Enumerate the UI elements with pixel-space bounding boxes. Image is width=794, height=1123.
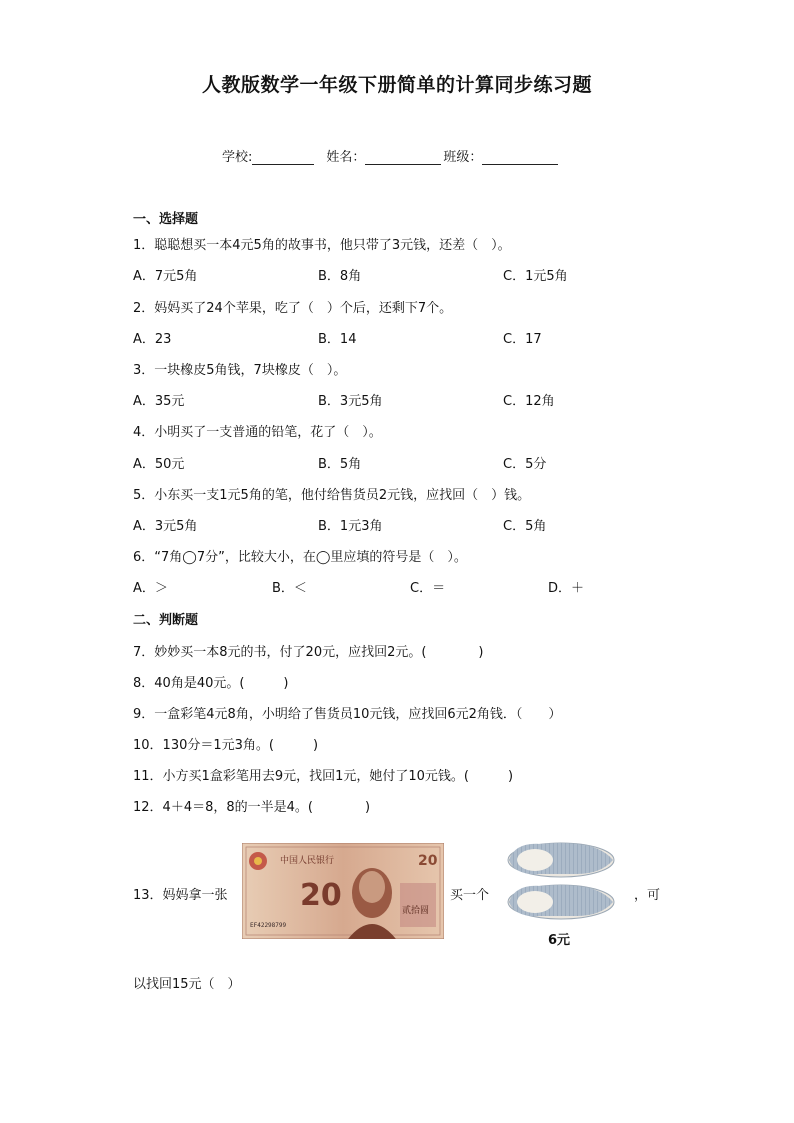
question-9: 9．一盒彩笔4元8角，小明给了售货员10元钱，应找回6元2角钱．（ ） [133,707,562,722]
class-label: 班级： [443,150,483,165]
q5-option-c[interactable]: C．5角 [503,519,547,534]
page-title: 人教版数学一年级下册简单的计算同步练习题 [201,74,592,96]
question-8: 8．40角是40元。( ) [133,676,289,691]
banknote-denomination-corner: 20 [418,853,438,869]
q2-option-a[interactable]: A．23 [133,332,172,347]
q6-option-d[interactable]: D．＋ [548,581,585,596]
name-blank[interactable] [365,150,441,165]
question-10: 10．130分＝1元3角。( ) [133,738,319,753]
q6-option-b[interactable]: B．＜ [272,581,307,596]
section-choice-heading: 一、选择题 [133,212,199,227]
student-info [222,146,560,165]
question-13-part-c: ，可 [634,888,661,903]
banknote-serial: EF42298799 [250,922,287,929]
banknote-header: 中国人民银行 [280,856,335,866]
question-13-part-b: 买一个 [450,888,490,903]
name-label: 姓名： [326,150,366,165]
question-13-part-d: 以找回15元（ ） [133,977,241,992]
q1-option-a[interactable]: A．7元5角 [133,269,198,284]
question-12: 12．4＋4＝8，8的一半是4。( ) [133,800,371,815]
question-11: 11．小方买1盒彩笔用去9元，找回1元，她付了10元钱。( ) [133,769,514,784]
school-blank[interactable] [252,150,314,165]
section-judge-heading: 二、判断题 [133,613,199,628]
question-4: 4．小明买了一支普通的铅笔，花了（ ）。 [133,425,382,440]
question-13-part-a: 13．妈妈拿一张 [133,888,228,903]
school-label: 学校: [222,150,253,165]
banknote-denomination: 20 [300,878,342,913]
q5-option-b[interactable]: B．1元3角 [318,519,383,534]
q6-option-a[interactable]: A．＞ [133,581,168,596]
slippers-price: 6元 [548,933,571,948]
q3-option-b[interactable]: B．3元5角 [318,394,383,409]
q2-option-b[interactable]: B．14 [318,332,357,347]
banknote-words: 贰拾圆 [402,906,430,916]
q3-option-c[interactable]: C．12角 [503,394,555,409]
q1-option-b[interactable]: B．8角 [318,269,362,284]
q3-option-a[interactable]: A．35元 [133,394,185,409]
question-3: 3．一块橡皮5角钱，7块橡皮（ ）。 [133,363,347,378]
q1-option-c[interactable]: C．1元5角 [503,269,568,284]
q6-option-c[interactable]: C．＝ [410,581,446,596]
question-7: 7．妙妙买一本8元的书，付了20元，应找回2元。( ) [133,645,484,660]
q4-option-c[interactable]: C．5分 [503,457,547,472]
q4-option-a[interactable]: A．50元 [133,457,185,472]
banknote-image [242,843,444,939]
slippers-image [505,840,617,924]
q5-option-a[interactable]: A．3元5角 [133,519,198,534]
q4-option-b[interactable]: B．5角 [318,457,362,472]
question-2: 2．妈妈买了24个苹果，吃了（ ）个后，还剩下7个。 [133,301,453,316]
q2-option-c[interactable]: C．17 [503,332,542,347]
question-5: 5．小东买一支1元5角的笔，他付给售货员2元钱，应找回（ ）钱。 [133,488,531,503]
question-6: 6．“7角◯7分”，比较大小，在◯里应填的符号是（ ）。 [133,550,467,565]
class-blank[interactable] [482,150,558,165]
question-1: 1．聪聪想买一本4元5角的故事书，他只带了3元钱，还差（ ）。 [133,238,511,253]
